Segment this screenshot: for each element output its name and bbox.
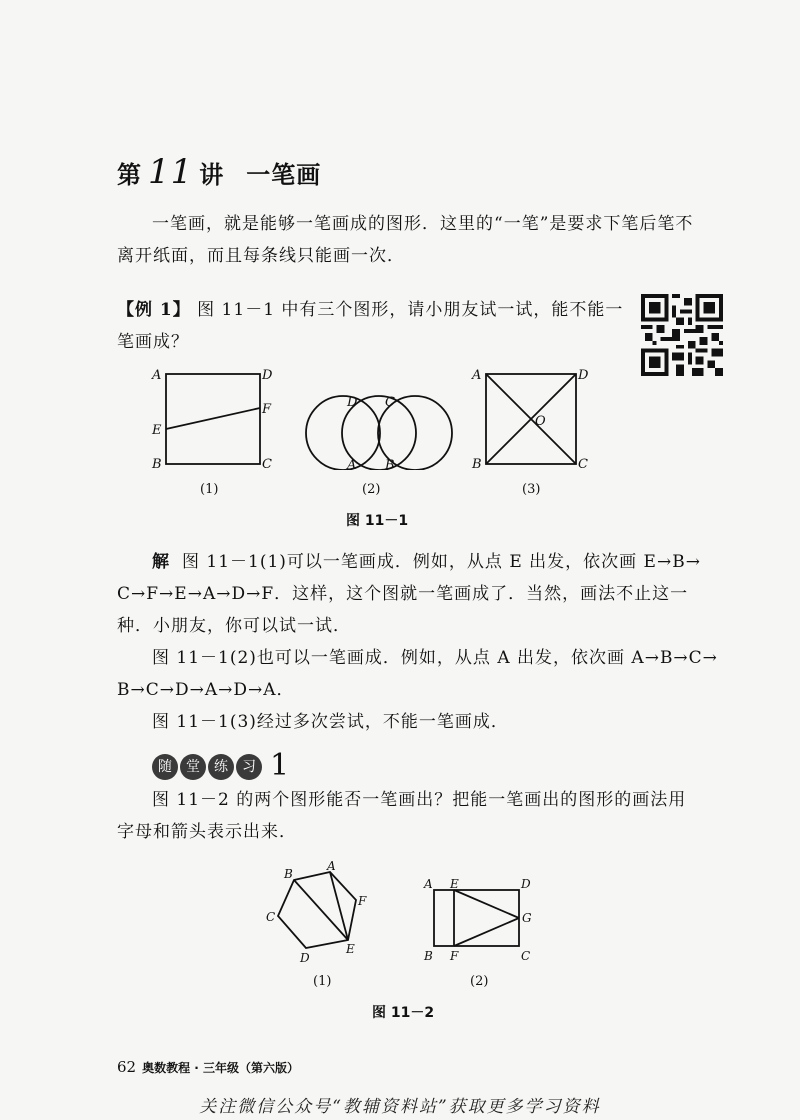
fig-g2-label-g: G <box>522 911 532 925</box>
fig-g2-label-a: A <box>424 877 433 891</box>
fig3-label-a: A <box>472 368 482 383</box>
intro-line-1: 一笔画，就是能够一笔画成的图形．这里的“一笔”是要求下笔后笔不 <box>152 214 694 234</box>
example-label: 【例 1】 <box>117 300 191 320</box>
solution-head: 解 <box>152 552 170 572</box>
title-number: 11 <box>148 152 194 192</box>
fig1-label-a: A <box>152 368 162 383</box>
fig-g1-label-a: A <box>327 860 336 873</box>
fig1-label-d: D <box>262 368 273 383</box>
fig1-line-ef <box>166 408 260 429</box>
example-line-2: 笔画成？ <box>117 332 189 352</box>
figure-11-1-sub-2: (2) <box>362 482 381 497</box>
fig1-label-f: F <box>262 402 272 417</box>
figure-11-1-sub-3: (3) <box>522 482 541 497</box>
fig-g2-label-b: B <box>424 949 433 963</box>
qr-code-image <box>641 294 723 376</box>
solution-line-3: 种．小朋友，你可以试一试． <box>117 616 351 636</box>
fig-g1-label-e: E <box>346 942 355 956</box>
practice-line-2: 字母和箭头表示出来． <box>117 822 297 842</box>
example-text-1: 图 11－1 中有三个图形，请小朋友试一试，能不能一 <box>197 300 624 320</box>
fig-g2-label-f: F <box>450 949 459 963</box>
fig-g1-label-c: C <box>266 910 276 924</box>
figure-11-1 <box>140 362 610 470</box>
fig2-circle-left <box>306 396 380 470</box>
intro-line-2: 离开纸面，而且每条线只能画一次． <box>117 246 405 266</box>
fig-g1-label-f: F <box>358 894 367 908</box>
solution-text-1: 图 11－1(1)可以一笔画成．例如，从点 E 出发，依次画 E→B→ <box>182 552 701 572</box>
fig-g2-line-eg <box>454 890 519 918</box>
title-name: 一笔画 <box>246 160 322 189</box>
practice-heading <box>152 748 289 783</box>
solution-line-6: 图 11－1(3)经过多次尝试，不能一笔画成． <box>152 712 509 732</box>
fig-g2-label-e: E <box>450 877 459 891</box>
practice-line-1: 图 11－2 的两个图形能否一笔画出？把能一笔画出的图形的画法用 <box>152 790 687 810</box>
figure-11-2-sub-1: (1) <box>313 974 332 989</box>
page-title <box>117 152 321 192</box>
fig3-label-d: D <box>578 368 589 383</box>
fig-g2-line-fg <box>454 918 519 946</box>
figure-11-2-sub-2: (2) <box>470 974 489 989</box>
figure-11-1-sub-1: (1) <box>200 482 219 497</box>
fig3-label-b: B <box>472 457 482 470</box>
fig-g2-rectangle <box>434 890 519 946</box>
page-footer <box>117 1058 299 1076</box>
title-suffix: 讲 <box>199 160 225 189</box>
watermark-text: 关注微信公众号“教辅资料站”获取更多学习资料 <box>199 1097 601 1117</box>
solution-line-4: 图 11－1(2)也可以一笔画成．例如，从点 A 出发，依次画 A→B→C→ <box>152 648 718 668</box>
fig1-label-e: E <box>152 423 162 438</box>
fig2-label-b: B <box>385 458 395 470</box>
fig1-label-b: B <box>152 457 162 470</box>
practice-badge-1: 随 <box>152 754 178 780</box>
fig2-label-d: D <box>347 395 358 410</box>
fig-g2-label-c: C <box>521 949 531 963</box>
fig-g1-label-d: D <box>300 951 310 965</box>
book-title: 奥数教程 · 三年级（第六版） <box>142 1061 300 1075</box>
title-prefix: 第 <box>117 160 142 189</box>
figure-11-2 <box>260 860 550 970</box>
fig-g2-label-d: D <box>521 877 531 891</box>
example-line-1 <box>117 294 623 326</box>
practice-badge-2: 堂 <box>180 754 206 780</box>
practice-badge-4: 习 <box>236 754 262 780</box>
practice-number: 1 <box>270 748 290 783</box>
fig2-label-a: A <box>347 458 357 470</box>
practice-badge-3: 练 <box>208 754 234 780</box>
figure-11-1-caption: 图 11－1 <box>346 513 409 529</box>
fig2-label-c: C <box>385 395 395 410</box>
fig-g1-label-b: B <box>284 867 293 881</box>
solution-line-1 <box>152 546 701 578</box>
page-number: 62 <box>117 1058 137 1076</box>
solution-line-5: B→C→D→A→D→A． <box>117 680 295 700</box>
fig1-label-c: C <box>262 457 272 470</box>
figure-11-2-caption: 图 11－2 <box>372 1005 435 1021</box>
fig3-label-c: C <box>578 457 588 470</box>
fig3-label-o: O <box>535 414 546 429</box>
solution-line-2: C→F→E→A→D→F．这样，这个图就一笔画成了．当然，画法不止这一 <box>117 584 689 604</box>
